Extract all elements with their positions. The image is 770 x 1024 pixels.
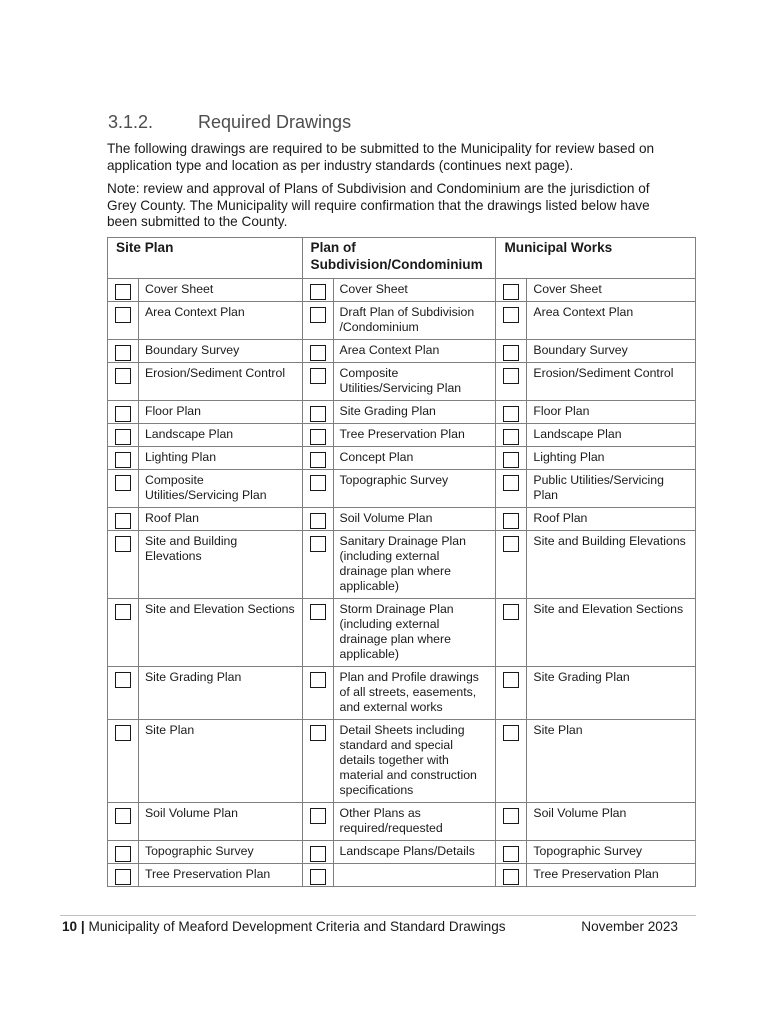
subdivision-item: Tree Preservation Plan xyxy=(333,424,496,447)
subdivision-item: Cover Sheet xyxy=(333,279,496,302)
site-plan-item: Tree Preservation Plan xyxy=(138,864,302,887)
checkbox-cell xyxy=(496,599,527,667)
table-row xyxy=(108,599,696,667)
subdivision-checkbox[interactable] xyxy=(310,672,326,688)
municipal-works-checkbox[interactable] xyxy=(503,869,519,885)
municipal-works-item: Erosion/Sediment Control xyxy=(527,363,696,401)
subdivision-item: Sanitary Drainage Plan (including external drainage plan where applicable) xyxy=(333,531,496,599)
checkbox-cell xyxy=(108,531,139,599)
municipal-works-checkbox[interactable] xyxy=(503,808,519,824)
site-plan-checkbox[interactable] xyxy=(115,406,131,422)
checkbox-cell xyxy=(496,363,527,401)
note-paragraph: Note: review and approval of Plans of Subdivision and Condominium are the jurisdiction of Grey County. The Municipality will require confirmation that the drawings listed below have been submitted to the County. xyxy=(107,181,650,229)
municipal-works-item: Lighting Plan xyxy=(527,447,696,470)
municipal-works-item: Site and Building Elevations xyxy=(527,531,696,599)
checkbox-cell xyxy=(108,363,139,401)
subdivision-item: Site Grading Plan xyxy=(333,401,496,424)
checkbox-cell xyxy=(302,470,333,508)
checkbox-cell xyxy=(108,864,139,887)
site-plan-checkbox[interactable] xyxy=(115,672,131,688)
subdivision-checkbox[interactable] xyxy=(310,604,326,620)
site-plan-checkbox[interactable] xyxy=(115,725,131,741)
checkbox-cell xyxy=(108,841,139,864)
table-header-row xyxy=(108,238,696,279)
checkbox-cell xyxy=(108,667,139,720)
table-row xyxy=(108,302,696,340)
site-plan-item: Site Plan xyxy=(138,720,302,803)
site-plan-checkbox[interactable] xyxy=(115,307,131,323)
site-plan-checkbox[interactable] xyxy=(115,475,131,491)
site-plan-item: Cover Sheet xyxy=(138,279,302,302)
checkbox-cell xyxy=(302,864,333,887)
checkbox-cell xyxy=(496,302,527,340)
checkbox-cell xyxy=(496,667,527,720)
municipal-works-checkbox[interactable] xyxy=(503,536,519,552)
site-plan-item: Floor Plan xyxy=(138,401,302,424)
checkbox-cell xyxy=(496,401,527,424)
municipal-works-item: Soil Volume Plan xyxy=(527,803,696,841)
checkbox-cell xyxy=(302,401,333,424)
site-plan-item: Lighting Plan xyxy=(138,447,302,470)
subdivision-checkbox[interactable] xyxy=(310,846,326,862)
checkbox-cell xyxy=(496,864,527,887)
municipal-works-checkbox[interactable] xyxy=(503,368,519,384)
checkbox-cell xyxy=(496,279,527,302)
subdivision-checkbox[interactable] xyxy=(310,345,326,361)
site-plan-checkbox[interactable] xyxy=(115,284,131,300)
subdivision-checkbox[interactable] xyxy=(310,869,326,885)
checkbox-cell xyxy=(302,531,333,599)
footer-divider xyxy=(60,915,696,916)
municipal-works-item: Area Context Plan xyxy=(527,302,696,340)
checkbox-cell xyxy=(302,340,333,363)
site-plan-item: Area Context Plan xyxy=(138,302,302,340)
table-row xyxy=(108,508,696,531)
site-plan-item: Boundary Survey xyxy=(138,340,302,363)
table-row xyxy=(108,864,696,887)
subdivision-item: Soil Volume Plan xyxy=(333,508,496,531)
subdivision-item: Composite Utilities/Servicing Plan xyxy=(333,363,496,401)
checkbox-cell xyxy=(108,470,139,508)
municipal-works-item: Site and Elevation Sections xyxy=(527,599,696,667)
subdivision-checkbox[interactable] xyxy=(310,725,326,741)
checkbox-cell xyxy=(496,447,527,470)
header-subdivision: Plan of Subdivision/Condominium xyxy=(302,238,496,279)
subdivision-checkbox[interactable] xyxy=(310,808,326,824)
municipal-works-checkbox[interactable] xyxy=(503,406,519,422)
checkbox-cell xyxy=(496,470,527,508)
table-row xyxy=(108,401,696,424)
municipal-works-item: Floor Plan xyxy=(527,401,696,424)
checkbox-cell xyxy=(302,803,333,841)
checkbox-cell xyxy=(108,720,139,803)
checkbox-cell xyxy=(108,279,139,302)
table-row xyxy=(108,279,696,302)
checkbox-cell xyxy=(302,363,333,401)
subdivision-item: Storm Drainage Plan (including external drainage plan where applicable) xyxy=(333,599,496,667)
checkbox-cell xyxy=(302,667,333,720)
municipal-works-item: Topographic Survey xyxy=(527,841,696,864)
subdivision-item: Landscape Plans/Details xyxy=(333,841,496,864)
subdivision-item: Area Context Plan xyxy=(333,340,496,363)
site-plan-checkbox[interactable] xyxy=(115,345,131,361)
municipal-works-checkbox[interactable] xyxy=(503,513,519,529)
site-plan-item: Erosion/Sediment Control xyxy=(138,363,302,401)
subdivision-item: Concept Plan xyxy=(333,447,496,470)
municipal-works-item: Site Grading Plan xyxy=(527,667,696,720)
checkbox-cell xyxy=(108,401,139,424)
municipal-works-item: Site Plan xyxy=(527,720,696,803)
checkbox-cell xyxy=(496,424,527,447)
required-drawings-table xyxy=(107,237,696,887)
header-municipal-works: Municipal Works xyxy=(496,238,696,279)
municipal-works-checkbox[interactable] xyxy=(503,429,519,445)
site-plan-item: Composite Utilities/Servicing Plan xyxy=(138,470,302,508)
footer-left xyxy=(62,919,506,934)
subdivision-checkbox[interactable] xyxy=(310,536,326,552)
municipal-works-item: Roof Plan xyxy=(527,508,696,531)
checkbox-cell xyxy=(302,424,333,447)
subdivision-item: Plan and Profile drawings of all streets, easements, and external works xyxy=(333,667,496,720)
municipal-works-checkbox[interactable] xyxy=(503,475,519,491)
checkbox-cell xyxy=(108,803,139,841)
table-row xyxy=(108,340,696,363)
checkbox-cell xyxy=(496,508,527,531)
checkbox-cell xyxy=(496,531,527,599)
table-row xyxy=(108,841,696,864)
subdivision-item: Other Plans as required/requested xyxy=(333,803,496,841)
site-plan-checkbox[interactable] xyxy=(115,604,131,620)
table-row xyxy=(108,447,696,470)
site-plan-checkbox[interactable] xyxy=(115,513,131,529)
footer-separator: | xyxy=(77,919,89,934)
municipal-works-item: Cover Sheet xyxy=(527,279,696,302)
table-row xyxy=(108,363,696,401)
intro-paragraph: The following drawings are required to be submitted to the Municipality for review based on application type and location as per industry standards (continues next page). xyxy=(107,141,655,173)
checkbox-cell xyxy=(302,720,333,803)
subdivision-item: Topographic Survey xyxy=(333,470,496,508)
checkbox-cell xyxy=(108,508,139,531)
subdivision-checkbox[interactable] xyxy=(310,452,326,468)
site-plan-item: Roof Plan xyxy=(138,508,302,531)
page-number: 10 xyxy=(62,919,78,934)
checkbox-cell xyxy=(496,803,527,841)
checkbox-cell xyxy=(108,447,139,470)
header-site-plan: Site Plan xyxy=(108,238,303,279)
footer-doc-title: Municipality of Meaford Development Criteria and Standard Drawings xyxy=(88,919,506,934)
subdivision-checkbox[interactable] xyxy=(310,513,326,529)
municipal-works-checkbox[interactable] xyxy=(503,307,519,323)
checkbox-cell xyxy=(108,340,139,363)
subdivision-checkbox[interactable] xyxy=(310,406,326,422)
municipal-works-item: Boundary Survey xyxy=(527,340,696,363)
municipal-works-checkbox[interactable] xyxy=(503,452,519,468)
checkbox-cell xyxy=(302,279,333,302)
site-plan-checkbox[interactable] xyxy=(115,536,131,552)
table-row xyxy=(108,720,696,803)
municipal-works-checkbox[interactable] xyxy=(503,846,519,862)
municipal-works-checkbox[interactable] xyxy=(503,604,519,620)
checkbox-cell xyxy=(302,302,333,340)
municipal-works-item: Public Utilities/Servicing Plan xyxy=(527,470,696,508)
site-plan-item: Site Grading Plan xyxy=(138,667,302,720)
municipal-works-checkbox[interactable] xyxy=(503,345,519,361)
table-row xyxy=(108,803,696,841)
subdivision-item: Draft Plan of Subdivision /Condominium xyxy=(333,302,496,340)
municipal-works-item: Tree Preservation Plan xyxy=(527,864,696,887)
table-row xyxy=(108,531,696,599)
site-plan-checkbox[interactable] xyxy=(115,368,131,384)
municipal-works-checkbox[interactable] xyxy=(503,725,519,741)
site-plan-checkbox[interactable] xyxy=(115,429,131,445)
site-plan-item: Landscape Plan xyxy=(138,424,302,447)
table-row xyxy=(108,667,696,720)
subdivision-checkbox[interactable] xyxy=(310,475,326,491)
section-title: Required Drawings xyxy=(198,112,352,132)
checkbox-cell xyxy=(302,508,333,531)
site-plan-item: Site and Elevation Sections xyxy=(138,599,302,667)
subdivision-checkbox[interactable] xyxy=(310,284,326,300)
table-row xyxy=(108,424,696,447)
checkbox-cell xyxy=(302,841,333,864)
subdivision-checkbox[interactable] xyxy=(310,307,326,323)
municipal-works-checkbox[interactable] xyxy=(503,284,519,300)
site-plan-item: Site and Building Elevations xyxy=(138,531,302,599)
checkbox-cell xyxy=(496,720,527,803)
subdivision-checkbox[interactable] xyxy=(310,429,326,445)
footer-date: November 2023 xyxy=(581,919,678,934)
subdivision-item xyxy=(333,864,496,887)
checkbox-cell xyxy=(496,340,527,363)
section-number: 3.1.2. xyxy=(108,112,154,132)
site-plan-checkbox[interactable] xyxy=(115,452,131,468)
checkbox-cell xyxy=(496,841,527,864)
site-plan-checkbox[interactable] xyxy=(115,808,131,824)
municipal-works-item: Landscape Plan xyxy=(527,424,696,447)
subdivision-checkbox[interactable] xyxy=(310,368,326,384)
table-row xyxy=(108,470,696,508)
section-heading xyxy=(108,112,351,133)
site-plan-checkbox[interactable] xyxy=(115,846,131,862)
site-plan-item: Topographic Survey xyxy=(138,841,302,864)
site-plan-checkbox[interactable] xyxy=(115,869,131,885)
site-plan-item: Soil Volume Plan xyxy=(138,803,302,841)
checkbox-cell xyxy=(108,599,139,667)
checkbox-cell xyxy=(302,447,333,470)
checkbox-cell xyxy=(302,599,333,667)
subdivision-item: Detail Sheets including standard and special details together with material and construction specifications xyxy=(333,720,496,803)
municipal-works-checkbox[interactable] xyxy=(503,672,519,688)
page-footer xyxy=(62,919,678,934)
checkbox-cell xyxy=(108,302,139,340)
checkbox-cell xyxy=(108,424,139,447)
